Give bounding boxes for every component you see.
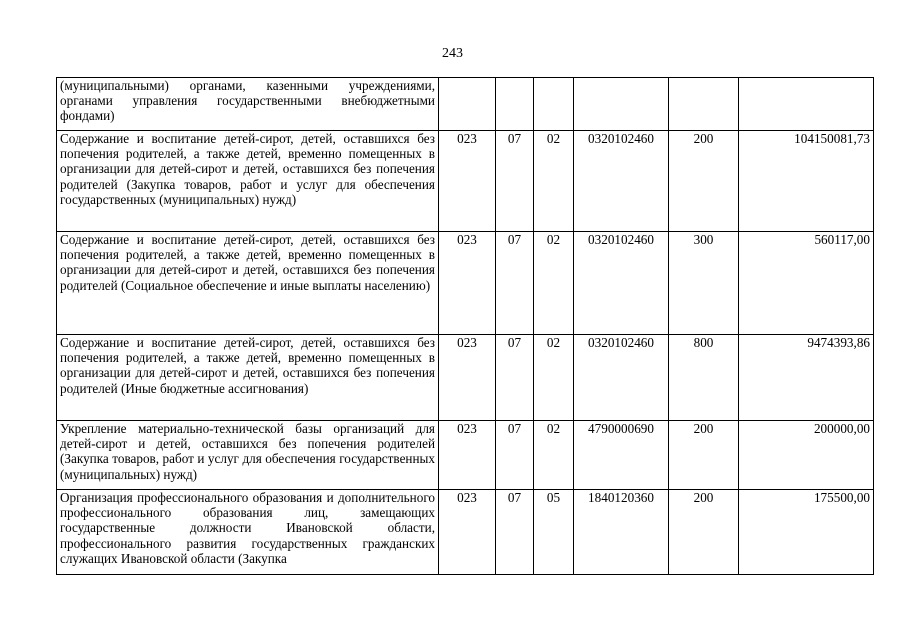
ministry-code: 023 xyxy=(439,131,496,232)
section-code: 07 xyxy=(496,232,534,335)
expense-type-code: 300 xyxy=(669,232,739,335)
expense-type-code: 800 xyxy=(669,335,739,421)
amount: 9474393,86 xyxy=(739,335,874,421)
amount: 200000,00 xyxy=(739,421,874,490)
section-code: 07 xyxy=(496,131,534,232)
subsection-code: 02 xyxy=(534,335,574,421)
table-row xyxy=(57,78,874,131)
amount: 175500,00 xyxy=(739,490,874,575)
amount xyxy=(739,78,874,131)
target-article-code: 0320102460 xyxy=(574,131,669,232)
target-article-code: 0320102460 xyxy=(574,335,669,421)
target-article-code: 1840120360 xyxy=(574,490,669,575)
page-number: 243 xyxy=(442,46,463,61)
expense-name: Организация профессионального образования и дополнительного профессионального образования лиц, замещающих государственные должности Ивановской области, профессионального развития государственных гражданских служащих Ивановской области (Закупка xyxy=(57,490,439,575)
table-row xyxy=(57,421,874,490)
subsection-code: 02 xyxy=(534,421,574,490)
table-row xyxy=(57,335,874,421)
target-article-code: 0320102460 xyxy=(574,232,669,335)
expense-name: Содержание и воспитание детей-сирот, детей, оставшихся без попечения родителей, а также детей, временно помещенных в организации для детей-сирот и детей, оставшихся без попечения родителей (Социальное обеспечение и иные выплаты населению) xyxy=(57,232,439,335)
expense-type-code xyxy=(669,78,739,131)
expense-name: Содержание и воспитание детей-сирот, детей, оставшихся без попечения родителей, а также детей, временно помещенных в организации для детей-сирот и детей, оставшихся без попечения родителей (Закупка товаров, работ и услуг для обеспечения государственных (муниципальных) нужд) xyxy=(57,131,439,232)
amount: 104150081,73 xyxy=(739,131,874,232)
amount: 560117,00 xyxy=(739,232,874,335)
subsection-code xyxy=(534,78,574,131)
table-row xyxy=(57,232,874,335)
subsection-code: 02 xyxy=(534,232,574,335)
subsection-code: 02 xyxy=(534,131,574,232)
ministry-code: 023 xyxy=(439,421,496,490)
section-code: 07 xyxy=(496,490,534,575)
ministry-code xyxy=(439,78,496,131)
expense-name: Содержание и воспитание детей-сирот, детей, оставшихся без попечения родителей, а также детей, временно помещенных в организации для детей-сирот и детей, оставшихся без попечения родителей (Иные бюджетные ассигнования) xyxy=(57,335,439,421)
expense-type-code: 200 xyxy=(669,490,739,575)
section-code: 07 xyxy=(496,421,534,490)
table-row xyxy=(57,490,874,575)
target-article-code xyxy=(574,78,669,131)
section-code: 07 xyxy=(496,335,534,421)
subsection-code: 05 xyxy=(534,490,574,575)
section-code xyxy=(496,78,534,131)
budget-table xyxy=(56,77,874,575)
table-row xyxy=(57,131,874,232)
expense-name: (муниципальными) органами, казенными учреждениями, органами управления государственными внебюджетными фондами) xyxy=(57,78,439,131)
expense-type-code: 200 xyxy=(669,131,739,232)
expense-name: Укрепление материально-технической базы организаций для детей-сирот и детей, оставшихся без попечения родителей (Закупка товаров, работ и услуг для обеспечения государственных (муниципальных) нужд) xyxy=(57,421,439,490)
ministry-code: 023 xyxy=(439,335,496,421)
ministry-code: 023 xyxy=(439,232,496,335)
target-article-code: 4790000690 xyxy=(574,421,669,490)
ministry-code: 023 xyxy=(439,490,496,575)
expense-type-code: 200 xyxy=(669,421,739,490)
